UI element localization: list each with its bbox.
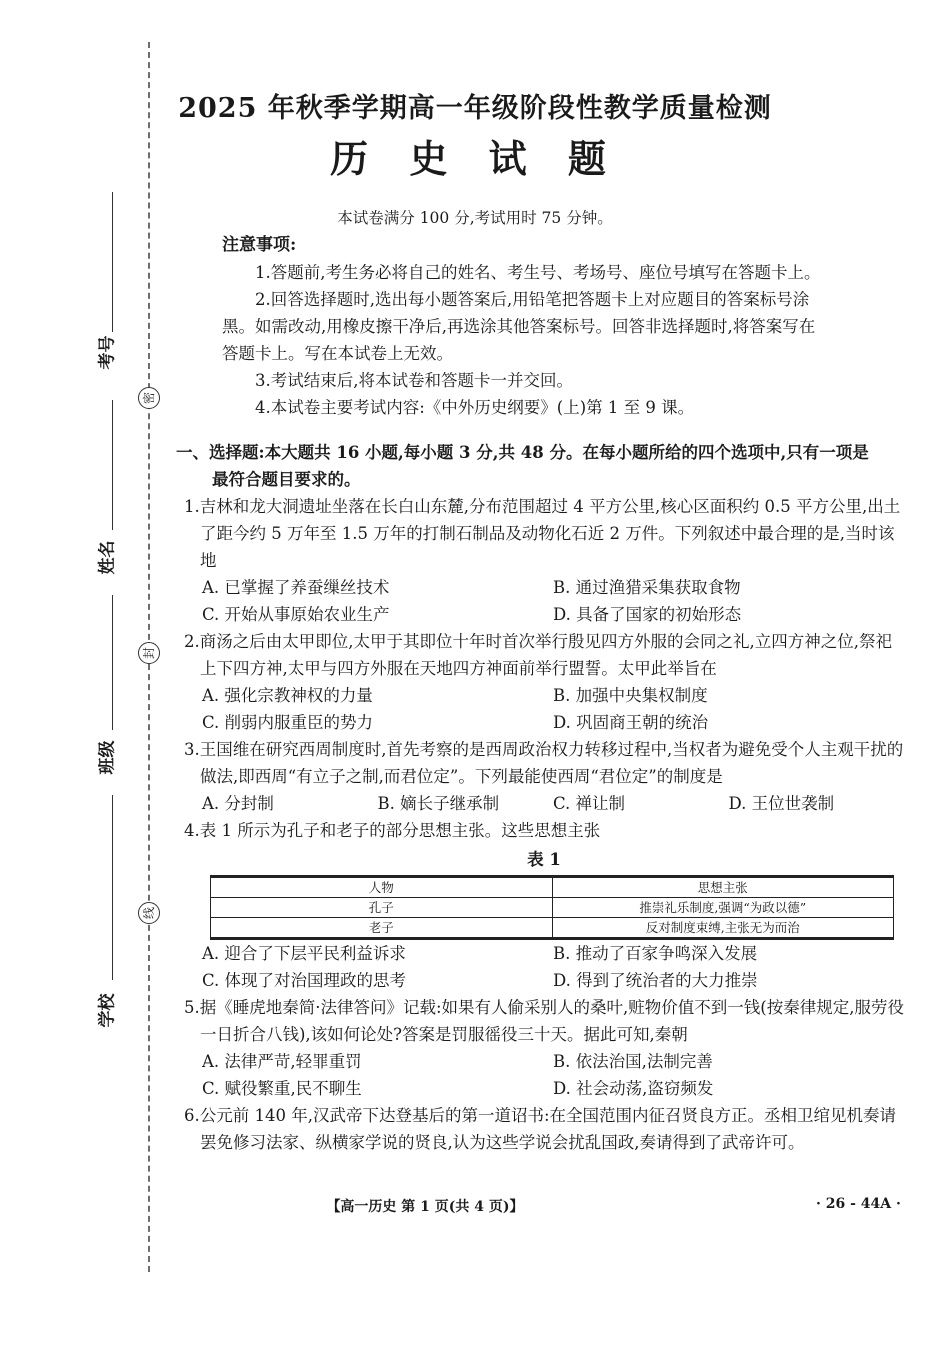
question-1-options: [184, 574, 904, 628]
class-label: 班级: [97, 740, 118, 775]
q3-option-b[interactable]: B. 嫡长子继承制: [377, 794, 500, 813]
table-header-row: [211, 877, 894, 898]
table-cell: 推崇礼乐制度,强调“为政以德”: [552, 898, 894, 918]
page-number: 【高一历史 第 1 页(共 4 页)】: [326, 1199, 524, 1215]
table-caption: 表 1: [527, 850, 561, 869]
question-5-options: [184, 1048, 904, 1102]
name-line[interactable]: [112, 400, 113, 530]
table-row: [211, 898, 894, 918]
exam-content: [176, 232, 904, 1156]
notice-heading: 注意事项:: [222, 235, 297, 255]
q2-option-b[interactable]: B. 加强中央集权制度: [553, 686, 708, 705]
q5-option-c[interactable]: C. 赋役繁重,民不聊生: [202, 1079, 362, 1098]
q1-option-c[interactable]: C. 开始从事原始农业生产: [202, 605, 390, 624]
question-4-stem: 4.表 1 所示为孔子和老子的部分思想主张。这些思想主张: [184, 821, 601, 840]
school-label: 学校: [97, 993, 118, 1028]
question-4-options: [184, 940, 904, 994]
exam-intro: 本试卷满分 100 分,考试用时 75 分钟。: [337, 209, 613, 227]
exam-number-label: 考号: [97, 335, 118, 370]
q4-option-a[interactable]: A. 迎合了下层平民利益诉求: [202, 944, 406, 963]
section-line-2: 最符合题目要求的。: [212, 470, 361, 489]
q1-option-b[interactable]: B. 通过渔猎采集获取食物: [553, 578, 741, 597]
question-5-stem: 5.据《睡虎地秦简·法律答问》记载:如果有人偷采别人的桑叶,赃物价值不到一钱(按秦律规定,服劳役一日折合八钱),该如何论处?答案是罚服徭役三十天。据此可知,秦朝: [184, 998, 904, 1044]
q1-option-d[interactable]: D. 具备了国家的初始形态: [553, 605, 742, 624]
name-label: 姓名: [97, 540, 118, 575]
q5-option-b[interactable]: B. 依法治国,法制完善: [553, 1052, 713, 1071]
q5-option-d[interactable]: D. 社会动荡,盗窃频发: [553, 1079, 714, 1098]
notice-item: 4.本试卷主要考试内容:《中外历史纲要》(上)第 1 至 9 课。: [255, 398, 695, 417]
q4-option-d[interactable]: D. 得到了统治者的大力推崇: [553, 971, 758, 990]
q2-option-a[interactable]: A. 强化宗教神权的力量: [202, 686, 373, 705]
section-heading: [176, 439, 904, 493]
q5-option-a[interactable]: A. 法律严苛,轻罪重罚: [202, 1052, 362, 1071]
table-row: [211, 918, 894, 939]
notice-item: 黑。如需改动,用橡皮擦干净后,再选涂其他答案标号。回答非选择题时,将答案写在: [222, 317, 816, 336]
q3-option-c[interactable]: C. 禅让制: [553, 794, 626, 813]
seal-mark-mi: 密: [138, 387, 160, 409]
question-1-stem: 1.吉林和龙大洞遗址坐落在长白山东麓,分布范围超过 4 平方公里,核心区面积约 0.5 平方公里,出土了距今约 5 万年至 1.5 万年的打制石制品及动物化石近 2 万件。下列叙述中最合理的是,当时该地: [184, 497, 901, 570]
question-2-options: [184, 682, 904, 736]
q4-option-c[interactable]: C. 体现了对治国理政的思考: [202, 971, 407, 990]
q1-option-a[interactable]: A. 已掌握了养蚕缫丝技术: [202, 578, 390, 597]
notice-item: 2.回答选择题时,选出每小题答案后,用铅笔把答题卡上对应题目的答案标号涂: [255, 290, 810, 309]
table-header-cell: 人物: [211, 877, 553, 898]
subject-title: 历 史 试 题: [330, 136, 620, 181]
seal-mark-feng: 封: [138, 642, 160, 664]
table-cell: 孔子: [211, 898, 553, 918]
table-cell: 反对制度束缚,主张无为而治: [552, 918, 894, 939]
notice-item: 3.考试结束后,将本试卷和答题卡一并交回。: [255, 371, 573, 390]
exam-title: 2025 年秋季学期高一年级阶段性教学质量检测: [178, 93, 772, 124]
q4-option-b[interactable]: B. 推动了百家争鸣深入发展: [553, 944, 758, 963]
question-2-stem: 2.商汤之后由太甲即位,太甲于其即位十年时首次举行殷见四方外服的会同之礼,立四方神之位,祭祀上下四方神,太甲与四方外服在天地四方神面前举行盟誓。太甲此举旨在: [184, 632, 892, 678]
notice-item: 1.答题前,考生务必将自己的姓名、考生号、考场号、座位号填写在答题卡上。: [255, 263, 821, 282]
question-6-stem: 6.公元前 140 年,汉武帝下达登基后的第一道诏书:在全国范围内征召贤良方正。丞相卫绾见机奏请罢免修习法家、纵横家学说的贤良,认为这些学说会扰乱国政,奏请得到了武帝许可。: [184, 1106, 897, 1152]
notice-list: [222, 259, 904, 421]
thought-table: [210, 875, 894, 940]
class-line[interactable]: [112, 595, 113, 730]
school-line[interactable]: [112, 795, 113, 980]
seal-mark-xian: 线: [138, 902, 160, 924]
q3-option-a[interactable]: A. 分封制: [202, 794, 274, 813]
q2-option-c[interactable]: C. 削弱内服重臣的势力: [202, 713, 374, 732]
notice-item: 答题卡上。写在本试卷上无效。: [222, 344, 453, 363]
table-header-cell: 思想主张: [552, 877, 894, 898]
question-3-options: [184, 790, 904, 817]
question-3-stem: 3.王国维在研究西周制度时,首先考察的是西周政治权力转移过程中,当权者为避免受个人主观干扰的做法,即西周“有立子之制,而君位定”。下列最能使西周“君位定”的制度是: [184, 740, 904, 786]
table-cell: 老子: [211, 918, 553, 939]
section-line-1: 一、选择题:本大题共 16 小题,每小题 3 分,共 48 分。在每小题所给的四个选项中,只有一项是: [176, 443, 869, 462]
paper-code: · 26 - 44A ·: [816, 1196, 901, 1212]
q2-option-d[interactable]: D. 巩固商王朝的统治: [553, 713, 709, 732]
q3-option-d[interactable]: D. 王位世袭制: [728, 794, 835, 813]
